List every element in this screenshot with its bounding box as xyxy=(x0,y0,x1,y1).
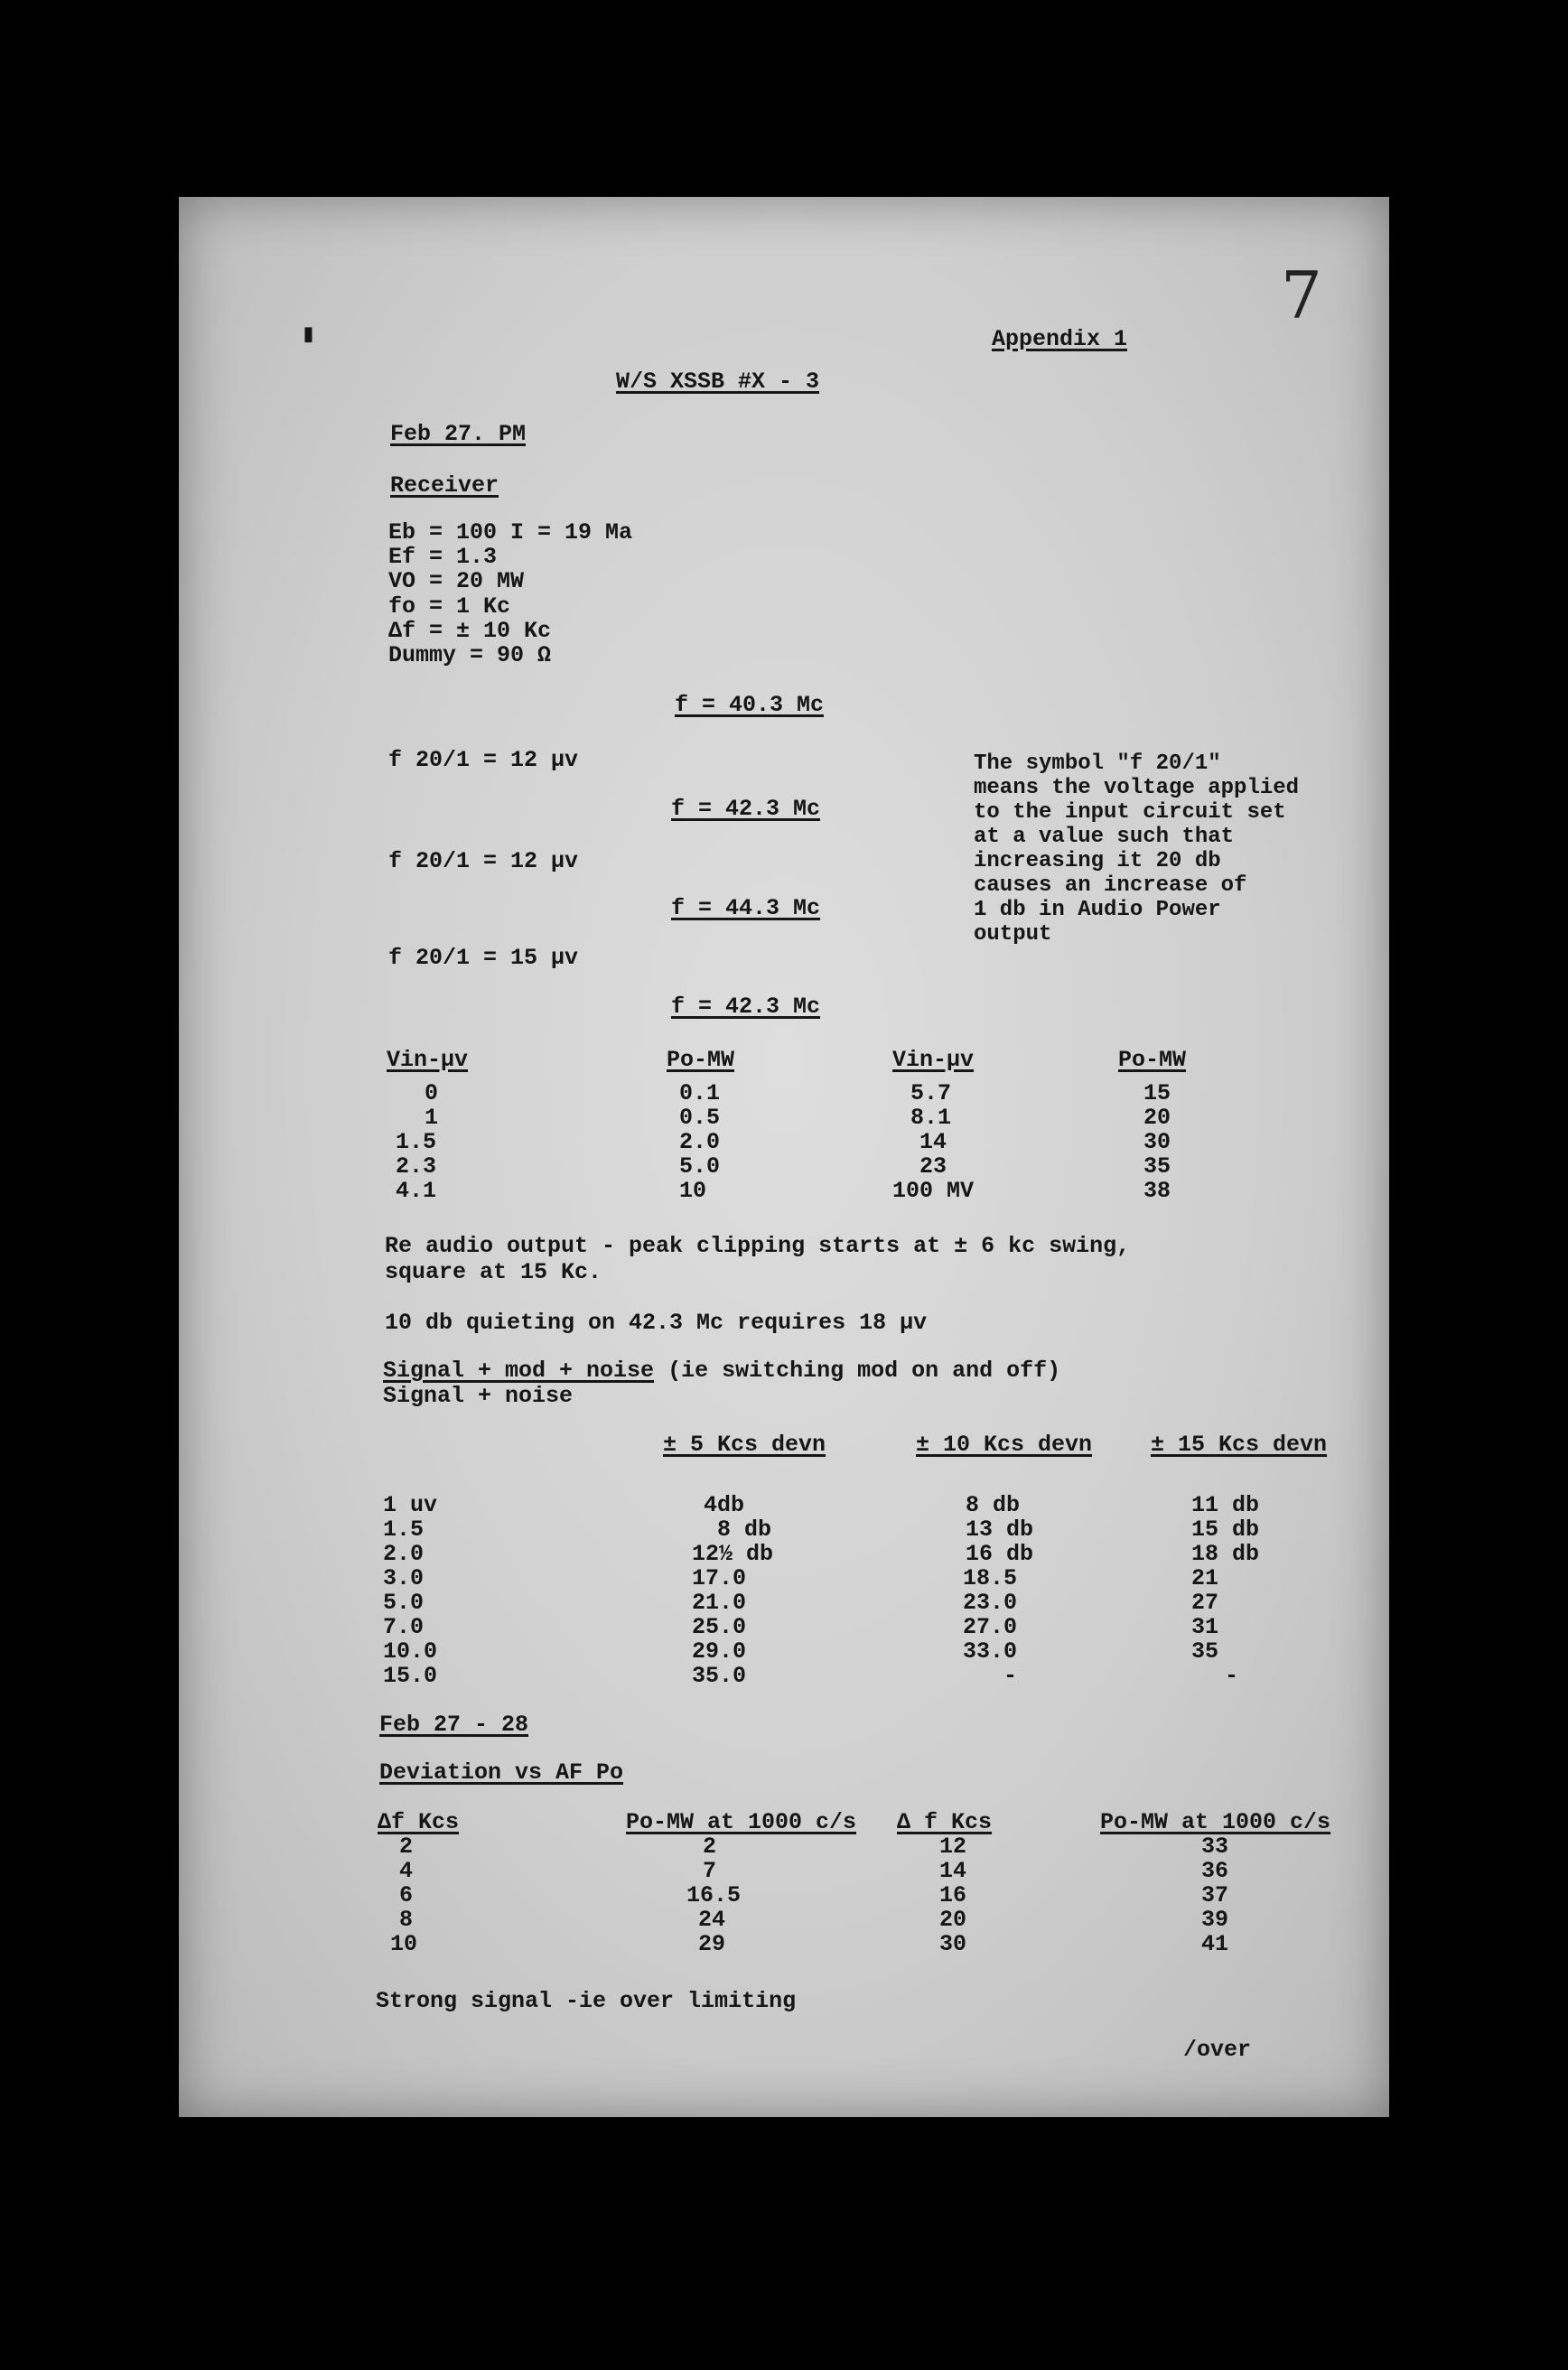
table-cell: 8 xyxy=(399,1907,414,1933)
table-cell: 16 db xyxy=(966,1541,1034,1567)
table-cell: 4db xyxy=(704,1492,745,1518)
punch-mark: ▮ xyxy=(301,322,316,350)
table-row xyxy=(378,1859,1353,1883)
symbol-note xyxy=(974,751,1299,947)
table-row xyxy=(383,1591,1340,1615)
table-cell: 1 xyxy=(425,1105,439,1131)
table-cell: 5.0 xyxy=(679,1153,721,1180)
table-cell: 8 db xyxy=(717,1516,772,1543)
table-cell: 1 uv xyxy=(383,1492,438,1518)
frequency-heading: f = 44.3 Mc xyxy=(671,895,821,921)
note-line: to the input circuit set xyxy=(974,800,1286,825)
table-cell: 38 xyxy=(1143,1178,1171,1204)
column-header: Vin-μv xyxy=(387,1047,469,1073)
table-cell: 21.0 xyxy=(692,1590,747,1616)
date-heading: Feb 27. PM xyxy=(390,421,527,447)
table-row xyxy=(383,1615,1340,1639)
table-row xyxy=(383,1664,1340,1688)
receiver-param: Dummy = 90 Ω xyxy=(388,642,552,668)
table-cell: 33 xyxy=(1201,1833,1229,1860)
frequency-heading: f = 42.3 Mc xyxy=(671,796,821,822)
table-cell: 14 xyxy=(919,1129,947,1155)
table-cell: 31 xyxy=(1191,1614,1219,1640)
table-header-row xyxy=(383,1432,1340,1457)
table-cell: 30 xyxy=(939,1931,967,1957)
table-cell: 23 xyxy=(919,1153,947,1180)
table-cell: 24 xyxy=(698,1907,726,1933)
table-cell: 16 xyxy=(939,1882,967,1908)
receiver-param: Ef = 1.3 xyxy=(388,544,498,570)
table-cell: 29 xyxy=(698,1931,726,1957)
deviation-heading: Deviation vs AF Po xyxy=(379,1759,624,1786)
table-cell: 35.0 xyxy=(692,1663,747,1689)
appendix-label: Appendix 1 xyxy=(992,326,1128,352)
table-header-row xyxy=(387,1048,1199,1072)
audio-output-note: Re audio output - peak clipping starts at ± 6 kc swing, xyxy=(385,1233,1131,1259)
table-cell: 5.7 xyxy=(910,1080,952,1106)
table-cell: 8 db xyxy=(966,1492,1021,1518)
table-cell: 6 xyxy=(399,1882,414,1908)
vin-po-table xyxy=(387,1048,1199,1203)
signal-heading: Signal + mod + noise xyxy=(383,1358,655,1384)
table-row xyxy=(383,1542,1340,1566)
column-header: Po-MW xyxy=(667,1047,735,1073)
f20-measurement: f 20/1 = 15 μv xyxy=(388,945,579,971)
receiver-heading: Receiver xyxy=(390,472,499,499)
table-row xyxy=(387,1130,1199,1154)
audio-output-note-cont: square at 15 Kc. xyxy=(385,1259,602,1285)
table-cell: 21 xyxy=(1191,1565,1219,1591)
table-cell: 25.0 xyxy=(692,1614,747,1640)
signal-noise-table xyxy=(383,1432,1340,1688)
table-cell: 2.0 xyxy=(679,1129,721,1155)
column-header: Vin-μv xyxy=(892,1047,975,1073)
column-header: Δf Kcs xyxy=(378,1809,460,1835)
table-row xyxy=(378,1883,1353,1908)
table-row xyxy=(383,1517,1340,1542)
note-line: The symbol "f 20/1" xyxy=(974,751,1221,776)
table-cell: 20 xyxy=(939,1907,967,1933)
table-row xyxy=(378,1908,1353,1932)
signal-heading-line xyxy=(383,1359,1060,1382)
deviation-table xyxy=(378,1810,1353,1956)
table-cell: - xyxy=(1003,1663,1018,1689)
table-cell: 35 xyxy=(1143,1153,1171,1180)
table-cell: 15 db xyxy=(1191,1516,1260,1543)
document-title: W/S XSSB #X - 3 xyxy=(616,369,820,395)
table-cell: 27.0 xyxy=(963,1614,1018,1640)
table-cell: 1.5 xyxy=(383,1516,425,1543)
table-cell: 11 db xyxy=(1191,1492,1260,1518)
column-header: ± 10 Kcs devn xyxy=(916,1432,1093,1458)
table-cell: 12 xyxy=(939,1833,967,1860)
table-cell: 16.5 xyxy=(686,1882,742,1908)
table-cell: 10 xyxy=(390,1931,418,1957)
signal-subheading: Signal + noise xyxy=(383,1383,574,1409)
table-row xyxy=(387,1154,1199,1179)
table-cell: 18 db xyxy=(1191,1541,1260,1567)
note-line: 1 db in Audio Power xyxy=(974,898,1221,922)
table-cell: 2.3 xyxy=(396,1153,437,1180)
table-cell: 14 xyxy=(939,1858,967,1884)
receiver-param: Δf = ± 10 Kc xyxy=(388,618,552,644)
table-cell: 36 xyxy=(1201,1858,1229,1884)
table-cell: 0 xyxy=(425,1080,439,1106)
table-cell: 23.0 xyxy=(963,1590,1018,1616)
table-cell: 2 xyxy=(703,1833,717,1860)
table-cell: 17.0 xyxy=(692,1565,747,1591)
table-cell: 0.1 xyxy=(679,1080,721,1106)
column-header: Po-MW at 1000 c/s xyxy=(626,1809,857,1835)
receiver-param: fo = 1 Kc xyxy=(388,593,511,620)
table-cell: 7.0 xyxy=(383,1614,425,1640)
table-cell: - xyxy=(1225,1663,1239,1689)
page-number: 7 xyxy=(1281,257,1322,333)
column-header: ± 5 Kcs devn xyxy=(663,1432,826,1458)
table-row xyxy=(383,1639,1340,1664)
note-line: output xyxy=(974,922,1052,947)
f20-measurement: f 20/1 = 12 μv xyxy=(388,848,579,874)
table-cell: 33.0 xyxy=(963,1638,1018,1665)
table-cell: 100 MV xyxy=(892,1178,975,1204)
frequency-heading: f = 40.3 Mc xyxy=(675,692,825,718)
strong-signal-note: Strong signal -ie over limiting xyxy=(376,1988,797,2014)
table-cell: 10 xyxy=(679,1178,707,1204)
table-cell: 20 xyxy=(1143,1105,1171,1131)
table-cell: 15.0 xyxy=(383,1663,438,1689)
signal-heading-rest: (ie switching mod on and off) xyxy=(654,1358,1061,1384)
table-cell: 1.5 xyxy=(396,1129,437,1155)
table-row xyxy=(387,1081,1199,1106)
note-line: increasing it 20 db xyxy=(974,849,1221,873)
table-cell: 5.0 xyxy=(383,1590,425,1616)
table-row xyxy=(378,1834,1353,1859)
table-cell: 27 xyxy=(1191,1590,1219,1616)
column-header: Po-MW at 1000 c/s xyxy=(1100,1809,1331,1835)
table-row xyxy=(387,1106,1199,1130)
table-cell: 2 xyxy=(399,1833,414,1860)
f20-measurement: f 20/1 = 12 μv xyxy=(388,747,579,773)
table-cell: 2.0 xyxy=(383,1541,425,1567)
date-heading-2: Feb 27 - 28 xyxy=(379,1712,529,1738)
table-cell: 8.1 xyxy=(910,1105,952,1131)
column-header: Δ f Kcs xyxy=(897,1809,993,1835)
note-line: causes an increase of xyxy=(974,873,1247,898)
table-cell: 0.5 xyxy=(679,1105,721,1131)
table-row xyxy=(383,1566,1340,1591)
receiver-param: Eb = 100 I = 19 Ma xyxy=(388,519,633,546)
note-line: at a value such that xyxy=(974,825,1235,849)
table-cell: 13 db xyxy=(966,1516,1034,1543)
table-cell: 4 xyxy=(399,1858,414,1884)
frequency-heading: f = 42.3 Mc xyxy=(671,994,821,1020)
table-cell: 29.0 xyxy=(692,1638,747,1665)
table-header-row xyxy=(378,1810,1353,1834)
table-cell: 35 xyxy=(1191,1638,1219,1665)
table-cell: 15 xyxy=(1143,1080,1171,1106)
note-line: means the voltage applied xyxy=(974,776,1300,800)
table-cell: 7 xyxy=(703,1858,717,1884)
over-note: /over xyxy=(1183,2037,1252,2063)
table-cell: 12½ db xyxy=(692,1541,774,1567)
table-cell: 39 xyxy=(1201,1907,1229,1933)
table-cell: 30 xyxy=(1143,1129,1171,1155)
table-cell: 41 xyxy=(1201,1931,1229,1957)
table-row xyxy=(383,1493,1340,1517)
table-cell: 10.0 xyxy=(383,1638,438,1665)
table-cell: 37 xyxy=(1201,1882,1229,1908)
quieting-note: 10 db quieting on 42.3 Mc requires 18 μv xyxy=(385,1310,928,1336)
table-cell: 18.5 xyxy=(963,1565,1018,1591)
column-header: ± 15 Kcs devn xyxy=(1151,1432,1328,1458)
column-header: Po-MW xyxy=(1118,1047,1187,1073)
receiver-param: VO = 20 MW xyxy=(388,568,525,594)
table-cell: 3.0 xyxy=(383,1565,425,1591)
table-cell: 4.1 xyxy=(396,1178,437,1204)
table-row xyxy=(378,1932,1353,1956)
table-row xyxy=(387,1179,1199,1203)
